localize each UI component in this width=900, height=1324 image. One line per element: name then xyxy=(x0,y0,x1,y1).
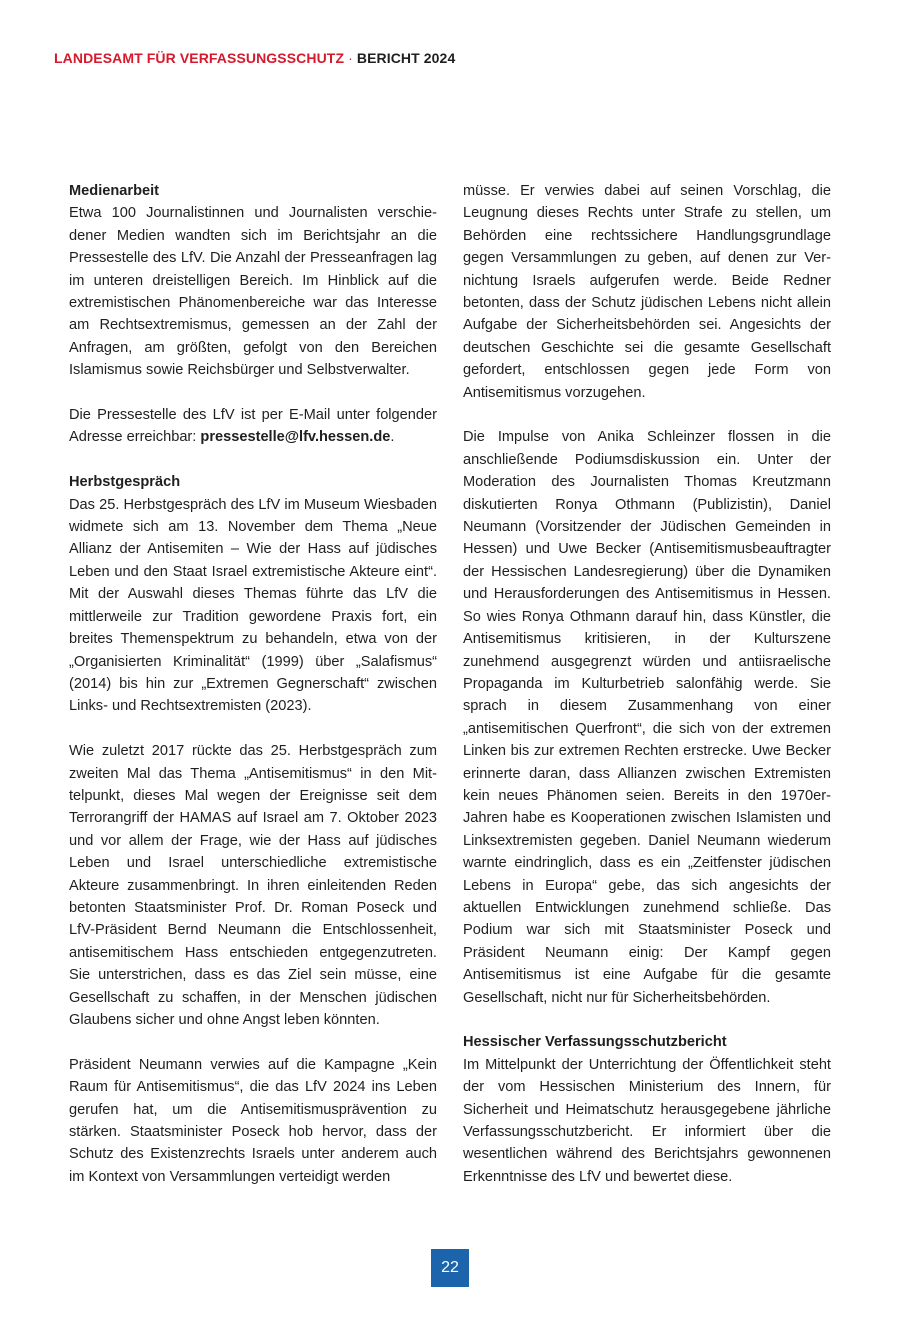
herbstgespraech-paragraph-3: Präsident Neumann verwies auf die Kampagne „Kein Raum für Antisemitismus“, die das LfV 2024 ins Leben gerufen hat, um die Antisemitismusprävention zu stärken. Staatsminister Poseck hob hervor, dass der Schutz des Existenzrechts Israels unter anderem auch im Kontext von Versammlungen verteidigt werden xyxy=(69,1056,437,1185)
section-heading-herbstgespraech: Herbstgespräch xyxy=(69,474,181,491)
page-number: 22 xyxy=(431,1249,469,1287)
medienarbeit-paragraph-1: Etwa 100 Journalistinnen und Journalisten verschiedener Medien wandten sich im Berichtsjahr an die Pressestelle des LfV. Die Anzahl der Presseanfragen lag im unteren dreistelligen Bereich. Im Hinblick auf die extremistischen Phänomenbereiche war das Interesse am Rechtsextremismus, gemessen an der Zahl der Anfragen, am größten, gefolgt von den Bereichen Islamismus sowie Reichsbürger und Selbstverwalter. xyxy=(69,205,437,379)
right-paragraph-1: müsse. Er verwies dabei auf seinen Vorschlag, die Leugnung dieses Rechts unter Strafe zu stellen, um Behörden eine rechtssichere Handlungsgrundlage gegen Versammlungen zu geben, auf denen zur Vernichtung Israels aufgerufen werde. Beide Redner betonten, dass der Schutz jüdischen Lebens nicht allein Aufgabe der Sicherheitsbehörden sei. Angesichts der deutschen Geschichte sei die gesamte Gesellschaft gefordert, entschlossen gegen jede Form von Antisemitismus vorzugehen. xyxy=(463,183,831,401)
herbstgespraech-paragraph-1: Das 25. Herbstgespräch des LfV im Museum Wiesbaden widmete sich am 13. November dem Thema „Neue Allianz der Antisemiten – Wie der Hass auf jüdisches Leben und den Staat Israel extremistische Akteure eint“. Mit der Auswahl dieses Themas führte das LfV die mittlerweile zur Tradition gewordene Praxis fort, ein breites Themenspektrum zu behandeln, etwa von der „Organisierten Kriminalität“ (1999) über „Salafismus“ (2014) bis hin zur „Extremen Gegnerschaft“ zwischen Links- und Rechtsextremisten (2023). xyxy=(69,496,437,715)
header-separator: · xyxy=(348,50,353,66)
press-email-link[interactable]: pressestelle@lfv.hessen.de xyxy=(200,429,391,446)
right-paragraph-2: Die Impulse von Anika Schleinzer flossen in die anschließende Podiumsdiskussion ein. Unter der Moderation des Journalisten Thomas Kreutzmann diskutierten Ronya Othmann (Publizistin), Daniel Neumann (Vorsitzender der Jüdischen Gemeinden in Hessen) und Uwe Becker (Antisemitismusbeauftragter der Hessischen Landesregierung) über die Dynamiken und Herausforderungen des Antisemitismus in Hessen. So wies Ronya Othmann darauf hin, dass Künstler, die Antisemitismus kritisieren, in der Kulturszene zunehmend ausgegrenzt würden und antiisraelische Propaganda im Kulturbetrieb salonfähig werde. Sie sprach in diesem Zusammenhang von einer „antisemitischen Querfront“, die sich von der extremen Linken bis zur extremen Rechten erstrecke. Uwe Becker erinnerte daran, dass Allianzen zwischen Extremisten kein neues Phänomen seien. Bereits in den 1970er-Jahren habe es Kooperationen zwischen Islamisten und Linksextremisten gegeben. Daniel Neumann wiederum warnte eindringlich, dass es ein „Zeitfenster jüdischen Lebens in Europa“ gebe, das sich angesichts der aktuellen Entwicklungen zunehmend schließe. Das Podium war sich mit Staatsminister Poseck und Präsident Neumann einig: Der Kampf gegen Antisemitismus ist eine Aufgabe für die gesamte Gesellschaft, nicht nur für Sicherheitsbehörden. xyxy=(463,429,831,1006)
verfassungsschutzbericht-paragraph: Im Mittelpunkt der Unterrichtung der Öffentlichkeit steht der vom Hessischen Ministerium des Innern, für Sicherheit und Heimatschutz herausgegebene jährliche Verfassungsschutzbericht. Er informiert über die wesentlichen während des Berichtsjahrs gewonnenen Erkenntnisse des LfV und bewertet diese. xyxy=(463,1056,831,1185)
herbstgespraech-paragraph-2: Wie zuletzt 2017 rückte das 25. Herbstgespräch zum zweiten Mal das Thema „Antisemitismus“ in den Mittelpunkt, dieses Mal wegen der Ereignisse seit dem Terrorangriff der HAMAS auf Israel am 7. Oktober 2023 und vor allem der Frage, wie der Hass auf jüdisches Leben und Israel unterschiedliche extremistische Akteure zusammenbringt. In ihren einleitenden Reden betonten Staatsminister Prof. Dr. Roman Poseck und LfV-Präsident Bernd Neumann die Entschlossenheit, antisemitischem Hass entschieden entgegenzutreten. Sie unterstrichen, dass es das Ziel sein müsse, eine Gesellschaft zu schaffen, in der Menschen jüdischen Glaubens sicher und ohne Angst leben könnten. xyxy=(69,743,437,1028)
left-column xyxy=(69,180,437,1211)
contact-text: Die Pressestelle des LfV ist per E-Mail unter folgender Adresse erreichbar: xyxy=(69,407,437,446)
section-heading-medienarbeit: Medienarbeit xyxy=(69,183,160,199)
report-title: BERICHT 2024 xyxy=(356,50,456,66)
section-heading-verfassungsschutzbericht: Hessischer Verfassungsschutzbericht xyxy=(463,1034,727,1051)
right-column xyxy=(463,180,831,1211)
contact-text-end: . xyxy=(390,429,395,446)
medienarbeit-paragraph-2 xyxy=(69,404,437,449)
organization-name: LANDESAMT FÜR VERFASSUNGSSCHUTZ xyxy=(54,50,345,66)
running-head xyxy=(54,50,455,66)
